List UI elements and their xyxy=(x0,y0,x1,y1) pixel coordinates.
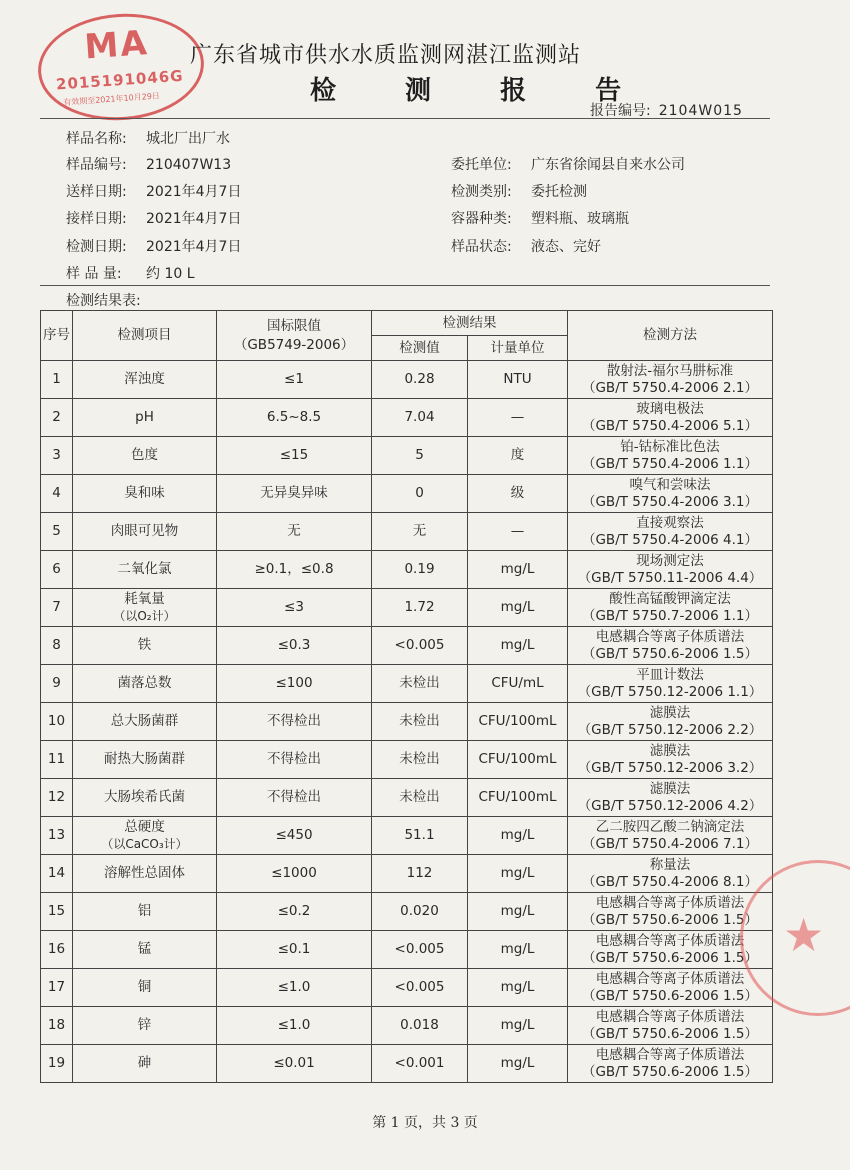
quantity-label: 样 品 量: xyxy=(66,266,122,282)
cell-value: 112 xyxy=(372,855,468,893)
method-standard: （GB/T 5750.6-2006 1.5） xyxy=(581,1025,759,1042)
cell-item xyxy=(73,893,217,931)
cell-no: 11 xyxy=(41,741,73,779)
method-standard: （GB/T 5750.12-2006 2.2） xyxy=(577,721,763,738)
item-name: 浑浊度 xyxy=(124,371,165,387)
cell-item xyxy=(73,817,217,855)
table-row xyxy=(41,399,773,437)
ma-certification-stamp xyxy=(35,8,208,125)
method-name: 电感耦合等离子体质谱法 xyxy=(595,932,745,949)
col-header-unit: 计量单位 xyxy=(468,336,568,361)
cell-no: 6 xyxy=(41,551,73,589)
cell-limit: ≤1.0 xyxy=(217,969,372,1007)
table-row xyxy=(41,855,773,893)
client-value: 广东省徐闻县自来水公司 xyxy=(531,157,685,173)
cell-limit: ≤1.0 xyxy=(217,1007,372,1045)
sample-state-label: 样品状态: xyxy=(451,239,512,255)
col-header-limit-line1: 国标限值 xyxy=(267,317,321,334)
report-number-value: 2104W015 xyxy=(658,103,743,119)
item-name: 溶解性总固体 xyxy=(104,865,185,881)
send-date-row xyxy=(66,181,241,201)
table-row xyxy=(41,475,773,513)
receive-date-label: 接样日期: xyxy=(66,211,127,227)
cell-value: 0.28 xyxy=(372,361,468,399)
ma-validity-text: 有效期至2021年10月29日 xyxy=(63,91,161,108)
cell-value: 无 xyxy=(372,513,468,551)
table-row xyxy=(41,817,773,855)
quantity-value: 约 10 L xyxy=(146,266,195,282)
cell-value: <0.005 xyxy=(372,627,468,665)
cell-value: 1.72 xyxy=(372,589,468,627)
cell-value: 未检出 xyxy=(372,703,468,741)
item-note: （以O₂计） xyxy=(113,608,176,623)
cell-item xyxy=(73,855,217,893)
cell-limit: 无异臭异味 xyxy=(217,475,372,513)
item-name: 菌落总数 xyxy=(117,675,172,691)
cell-method xyxy=(568,817,773,855)
cell-item xyxy=(73,665,217,703)
table-row xyxy=(41,589,773,627)
cell-value: 5 xyxy=(372,437,468,475)
table-row xyxy=(41,779,773,817)
method-standard: （GB/T 5750.6-2006 1.5） xyxy=(581,949,759,966)
table-header-row xyxy=(41,311,773,336)
cell-no: 9 xyxy=(41,665,73,703)
cell-limit: ≤100 xyxy=(217,665,372,703)
method-name: 电感耦合等离子体质谱法 xyxy=(595,894,745,911)
method-name: 电感耦合等离子体质谱法 xyxy=(595,970,745,987)
info-divider xyxy=(40,285,770,286)
cell-method xyxy=(568,513,773,551)
cell-value: <0.001 xyxy=(372,1045,468,1083)
cell-limit: ≤0.01 xyxy=(217,1045,372,1083)
method-standard: （GB/T 5750.6-2006 1.5） xyxy=(581,987,759,1004)
method-name: 散射法-福尔马肼标准 xyxy=(606,362,734,379)
cell-no: 18 xyxy=(41,1007,73,1045)
cell-item xyxy=(73,1045,217,1083)
table-row xyxy=(41,551,773,589)
cell-item xyxy=(73,969,217,1007)
sample-state-value: 液态、完好 xyxy=(531,239,601,255)
cell-limit: ≤450 xyxy=(217,817,372,855)
cell-unit: NTU xyxy=(468,361,568,399)
table-row xyxy=(41,893,773,931)
seal-star-icon: ★ xyxy=(783,908,825,962)
cell-unit: mg/L xyxy=(468,931,568,969)
cell-item xyxy=(73,741,217,779)
cell-unit: — xyxy=(468,513,568,551)
cell-limit: 不得检出 xyxy=(217,741,372,779)
cell-no: 1 xyxy=(41,361,73,399)
cell-method xyxy=(568,779,773,817)
method-name: 平皿计数法 xyxy=(636,666,704,683)
method-standard: （GB/T 5750.12-2006 4.2） xyxy=(577,797,763,814)
cell-unit: mg/L xyxy=(468,817,568,855)
report-number-label: 报告编号: xyxy=(590,103,651,119)
method-standard: （GB/T 5750.4-2006 1.1） xyxy=(581,455,759,472)
cell-value: 51.1 xyxy=(372,817,468,855)
method-name: 滤膜法 xyxy=(649,704,691,721)
ma-logo: MA xyxy=(83,23,150,68)
cell-method xyxy=(568,399,773,437)
cell-method xyxy=(568,703,773,741)
method-standard: （GB/T 5750.4-2006 7.1） xyxy=(581,835,759,852)
cell-value: 0 xyxy=(372,475,468,513)
cell-item xyxy=(73,437,217,475)
send-date-value: 2021年4月7日 xyxy=(146,184,242,200)
item-name: 色度 xyxy=(131,447,158,463)
cell-unit: CFU/100mL xyxy=(468,703,568,741)
sample-name-value: 城北厂出厂水 xyxy=(146,131,230,147)
table-row xyxy=(41,741,773,779)
method-standard: （GB/T 5750.4-2006 8.1） xyxy=(581,873,759,890)
cell-item xyxy=(73,589,217,627)
cell-no: 5 xyxy=(41,513,73,551)
cell-item xyxy=(73,779,217,817)
cell-value: 0.020 xyxy=(372,893,468,931)
table-row xyxy=(41,437,773,475)
cell-unit: mg/L xyxy=(468,893,568,931)
cell-item xyxy=(73,703,217,741)
cell-method xyxy=(568,551,773,589)
method-standard: （GB/T 5750.4-2006 2.1） xyxy=(581,379,759,396)
header-divider xyxy=(40,118,770,119)
test-type-row xyxy=(451,181,587,201)
item-name: 臭和味 xyxy=(124,485,165,501)
table-row xyxy=(41,513,773,551)
cell-limit: ≤0.2 xyxy=(217,893,372,931)
cell-value: 未检出 xyxy=(372,741,468,779)
method-standard: （GB/T 5750.4-2006 4.1） xyxy=(581,531,759,548)
cell-no: 16 xyxy=(41,931,73,969)
cell-item xyxy=(73,551,217,589)
method-name: 乙二胺四乙酸二钠滴定法 xyxy=(595,818,745,835)
item-name: 铁 xyxy=(137,637,152,653)
method-standard: （GB/T 5750.6-2006 1.5） xyxy=(581,911,759,928)
method-name: 嗅气和尝味法 xyxy=(629,476,711,493)
container-row xyxy=(451,208,629,228)
cell-limit: 6.5~8.5 xyxy=(217,399,372,437)
report-number xyxy=(590,100,743,120)
cell-value: 0.19 xyxy=(372,551,468,589)
cell-unit: mg/L xyxy=(468,589,568,627)
cell-limit: ≤1 xyxy=(217,361,372,399)
cell-unit: mg/L xyxy=(468,1007,568,1045)
container-label: 容器种类: xyxy=(451,211,512,227)
item-name: 总大肠菌群 xyxy=(110,713,179,729)
test-type-label: 检测类别: xyxy=(451,184,512,200)
cell-method xyxy=(568,475,773,513)
item-name: 总硬度 xyxy=(124,818,165,835)
cell-item xyxy=(73,361,217,399)
cell-no: 17 xyxy=(41,969,73,1007)
col-header-limit-line2: （GB5749-2006） xyxy=(233,336,355,353)
col-header-no: 序号 xyxy=(41,311,73,361)
cell-no: 4 xyxy=(41,475,73,513)
cell-value: 未检出 xyxy=(372,779,468,817)
cell-method xyxy=(568,969,773,1007)
page-number: 第 1 页，共 3 页 xyxy=(372,1115,478,1131)
cell-item xyxy=(73,475,217,513)
cell-limit: ≥0.1，≤0.8 xyxy=(217,551,372,589)
cell-no: 19 xyxy=(41,1045,73,1083)
table-row xyxy=(41,931,773,969)
item-name: 锌 xyxy=(137,1017,152,1033)
quantity-row xyxy=(66,263,195,283)
method-name: 酸性高锰酸钾滴定法 xyxy=(609,590,731,607)
method-name: 电感耦合等离子体质谱法 xyxy=(595,1008,745,1025)
method-name: 电感耦合等离子体质谱法 xyxy=(595,628,745,645)
item-name: 铜 xyxy=(137,979,152,995)
ma-certificate-code: 2015191046G xyxy=(55,66,185,94)
table-row xyxy=(41,665,773,703)
method-name: 称量法 xyxy=(649,856,691,873)
cell-method xyxy=(568,665,773,703)
method-name: 铂-钴标准比色法 xyxy=(620,438,720,455)
cell-unit: CFU/100mL xyxy=(468,741,568,779)
cell-no: 15 xyxy=(41,893,73,931)
item-name: 铝 xyxy=(137,903,152,919)
test-date-label: 检测日期: xyxy=(66,239,127,255)
cell-no: 8 xyxy=(41,627,73,665)
cell-limit: ≤15 xyxy=(217,437,372,475)
table-row xyxy=(41,1045,773,1083)
method-standard: （GB/T 5750.12-2006 1.1） xyxy=(577,683,763,700)
cell-method xyxy=(568,589,773,627)
item-name: 锰 xyxy=(137,941,152,957)
method-name: 直接观察法 xyxy=(636,514,704,531)
col-header-results: 检测结果 xyxy=(372,311,568,336)
table-row xyxy=(41,1007,773,1045)
item-name: 大肠埃希氏菌 xyxy=(104,789,185,805)
cell-unit: mg/L xyxy=(468,627,568,665)
cell-no: 2 xyxy=(41,399,73,437)
cell-unit: CFU/100mL xyxy=(468,779,568,817)
method-standard: （GB/T 5750.4-2006 5.1） xyxy=(581,417,759,434)
item-name: 砷 xyxy=(137,1055,152,1071)
item-name: 二氧化氯 xyxy=(117,561,172,577)
sample-number-value: 210407W13 xyxy=(146,157,232,173)
cell-item xyxy=(73,1007,217,1045)
send-date-label: 送样日期: xyxy=(66,184,127,200)
cell-no: 14 xyxy=(41,855,73,893)
table-row xyxy=(41,361,773,399)
cell-method xyxy=(568,1007,773,1045)
test-date-row xyxy=(66,236,241,256)
cell-unit: mg/L xyxy=(468,1045,568,1083)
cell-value: 0.018 xyxy=(372,1007,468,1045)
cell-limit: ≤3 xyxy=(217,589,372,627)
cell-no: 7 xyxy=(41,589,73,627)
cell-item xyxy=(73,931,217,969)
cell-value: 7.04 xyxy=(372,399,468,437)
test-date-value: 2021年4月7日 xyxy=(146,239,242,255)
organization-title: 广东省城市供水水质监测网湛江监测站 xyxy=(190,43,582,68)
results-section-title: 检测结果表: xyxy=(66,293,141,309)
method-name: 玻璃电极法 xyxy=(636,400,704,417)
cell-value: 未检出 xyxy=(372,665,468,703)
cell-no: 3 xyxy=(41,437,73,475)
cell-method xyxy=(568,741,773,779)
test-type-value: 委托检测 xyxy=(531,184,587,200)
cell-unit: 级 xyxy=(468,475,568,513)
col-header-value: 检测值 xyxy=(372,336,468,361)
method-standard: （GB/T 5750.11-2006 4.4） xyxy=(577,569,763,586)
cell-value: <0.005 xyxy=(372,969,468,1007)
cell-method xyxy=(568,361,773,399)
method-standard: （GB/T 5750.7-2006 1.1） xyxy=(581,607,759,624)
item-name: 肉眼可见物 xyxy=(110,523,179,539)
cell-method xyxy=(568,437,773,475)
col-header-item: 检测项目 xyxy=(73,311,217,361)
cell-unit: 度 xyxy=(468,437,568,475)
method-standard: （GB/T 5750.6-2006 1.5） xyxy=(581,645,759,662)
cell-unit: mg/L xyxy=(468,855,568,893)
sample-number-label: 样品编号: xyxy=(66,157,127,173)
receive-date-value: 2021年4月7日 xyxy=(146,211,242,227)
method-name: 电感耦合等离子体质谱法 xyxy=(595,1046,745,1063)
cell-unit: mg/L xyxy=(468,551,568,589)
cell-unit: — xyxy=(468,399,568,437)
results-table-body xyxy=(41,361,773,1083)
container-value: 塑料瓶、玻璃瓶 xyxy=(531,211,629,227)
client-row xyxy=(451,154,685,174)
method-name: 滤膜法 xyxy=(649,742,691,759)
cell-method xyxy=(568,855,773,893)
method-standard: （GB/T 5750.12-2006 3.2） xyxy=(577,759,763,776)
cell-limit: ≤0.3 xyxy=(217,627,372,665)
receive-date-row xyxy=(66,208,241,228)
results-table xyxy=(40,310,773,1083)
method-standard: （GB/T 5750.6-2006 1.5） xyxy=(581,1063,759,1080)
cell-unit: mg/L xyxy=(468,969,568,1007)
cell-limit: 不得检出 xyxy=(217,703,372,741)
table-row xyxy=(41,703,773,741)
cell-limit: ≤1000 xyxy=(217,855,372,893)
client-label: 委托单位: xyxy=(451,157,512,173)
col-header-method: 检测方法 xyxy=(568,311,773,361)
cell-item xyxy=(73,513,217,551)
report-title: 检 测 报 告 xyxy=(310,76,652,106)
cell-value: <0.005 xyxy=(372,931,468,969)
cell-item xyxy=(73,399,217,437)
table-row xyxy=(41,969,773,1007)
cell-method xyxy=(568,627,773,665)
method-name: 滤膜法 xyxy=(649,780,691,797)
cell-unit: CFU/mL xyxy=(468,665,568,703)
item-name: 耐热大肠菌群 xyxy=(104,751,185,767)
item-name: pH xyxy=(135,409,154,425)
sample-number-row xyxy=(66,154,231,174)
item-name: 耗氧量 xyxy=(124,590,165,607)
sample-name-label: 样品名称: xyxy=(66,131,127,147)
method-name: 现场测定法 xyxy=(636,552,704,569)
cell-no: 10 xyxy=(41,703,73,741)
col-header-limit xyxy=(217,311,372,361)
sample-state-row xyxy=(451,236,601,256)
cell-limit: ≤0.1 xyxy=(217,931,372,969)
method-standard: （GB/T 5750.4-2006 3.1） xyxy=(581,493,759,510)
table-row xyxy=(41,627,773,665)
cell-no: 12 xyxy=(41,779,73,817)
cell-no: 13 xyxy=(41,817,73,855)
cell-limit: 不得检出 xyxy=(217,779,372,817)
cell-limit: 无 xyxy=(217,513,372,551)
cell-method xyxy=(568,1045,773,1083)
sample-name-row xyxy=(66,128,230,148)
cell-item xyxy=(73,627,217,665)
item-note: （以CaCO₃计） xyxy=(101,836,188,851)
